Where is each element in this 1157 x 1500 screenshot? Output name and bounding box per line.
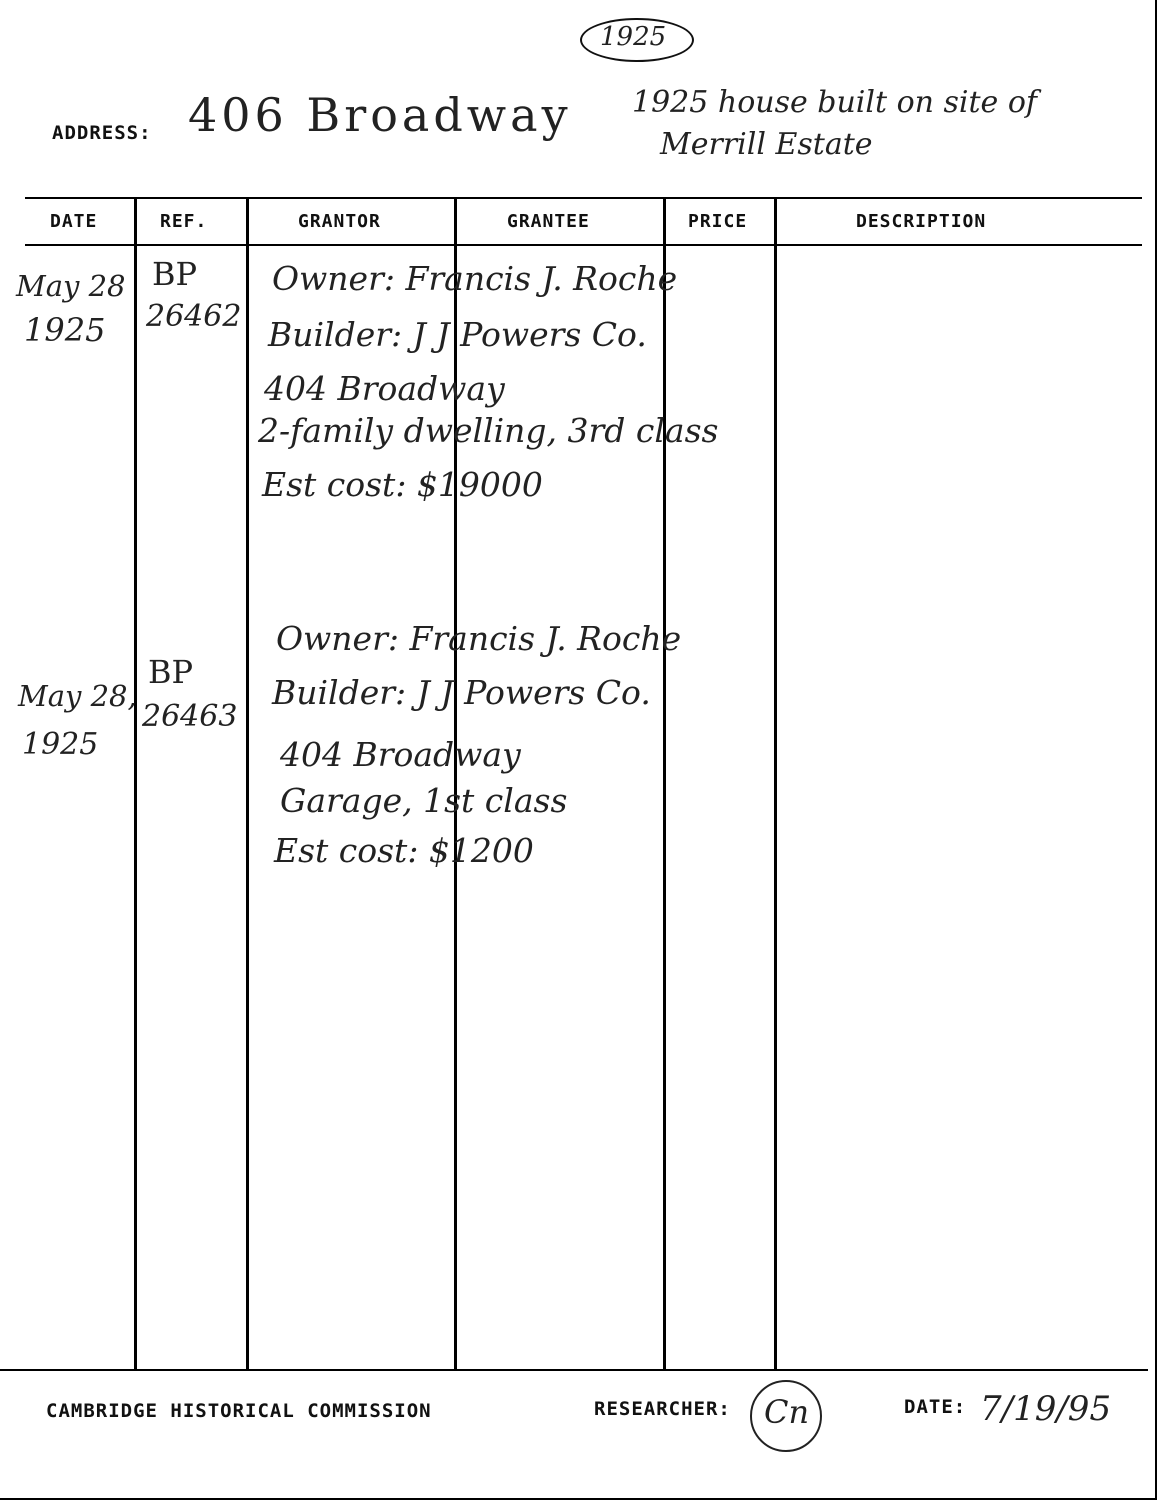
entry-location-line: 404 Broadway xyxy=(280,735,521,774)
entry-ref-number: 26462 xyxy=(146,299,242,334)
column-header-grantor: GRANTOR xyxy=(298,211,381,232)
table-top-rule xyxy=(25,197,1142,199)
column-header-price: PRICE xyxy=(688,211,748,232)
entry-type-line: 2-family dwelling, 3rd class xyxy=(258,411,719,450)
footer-date-value: 7/19/95 xyxy=(980,1389,1112,1429)
column-divider xyxy=(134,198,137,1370)
site-note-line1: 1925 house built on site of xyxy=(632,85,1037,120)
commission-name: CAMBRIDGE HISTORICAL COMMISSION xyxy=(46,1400,432,1422)
column-divider xyxy=(663,198,666,1370)
column-header-grantee: GRANTEE xyxy=(507,211,590,232)
address-label: ADDRESS: xyxy=(52,122,152,144)
column-header-date: DATE xyxy=(50,211,98,232)
entry-owner-line: Owner: Francis J. Roche xyxy=(276,619,682,658)
entry-builder-line: Builder: J J Powers Co. xyxy=(272,673,651,712)
column-divider xyxy=(246,198,249,1370)
entry-ref: BP xyxy=(152,255,198,293)
entry-ref-number: 26463 xyxy=(142,699,238,734)
column-divider xyxy=(774,198,777,1370)
header-bottom-rule xyxy=(25,244,1142,246)
entry-date: May 28, xyxy=(18,679,137,713)
entry-location-line: 404 Broadway xyxy=(264,369,505,408)
researcher-label: RESEARCHER: xyxy=(594,1398,731,1420)
entry-date-year: 1925 xyxy=(22,727,99,762)
footer-date-label: DATE: xyxy=(904,1396,967,1418)
entry-cost-line: Est cost: $1200 xyxy=(274,831,534,870)
column-header-description: DESCRIPTION xyxy=(856,211,987,232)
entry-builder-line: Builder: J J Powers Co. xyxy=(268,315,647,354)
entry-ref: BP xyxy=(148,653,194,691)
entry-type-line: Garage, 1st class xyxy=(280,781,568,820)
entry-owner-line: Owner: Francis J. Roche xyxy=(272,259,678,298)
year-annotation: 1925 xyxy=(600,22,667,52)
column-header-ref: REF. xyxy=(160,211,208,232)
researcher-initials: Cn xyxy=(764,1393,810,1431)
table-bottom-rule xyxy=(0,1369,1148,1371)
address-value: 406 Broadway xyxy=(188,88,572,142)
entry-cost-line: Est cost: $19000 xyxy=(262,465,543,504)
entry-date: May 28 xyxy=(16,269,126,303)
site-note-line2: Merrill Estate xyxy=(660,127,873,162)
entry-date-year: 1925 xyxy=(24,311,106,349)
